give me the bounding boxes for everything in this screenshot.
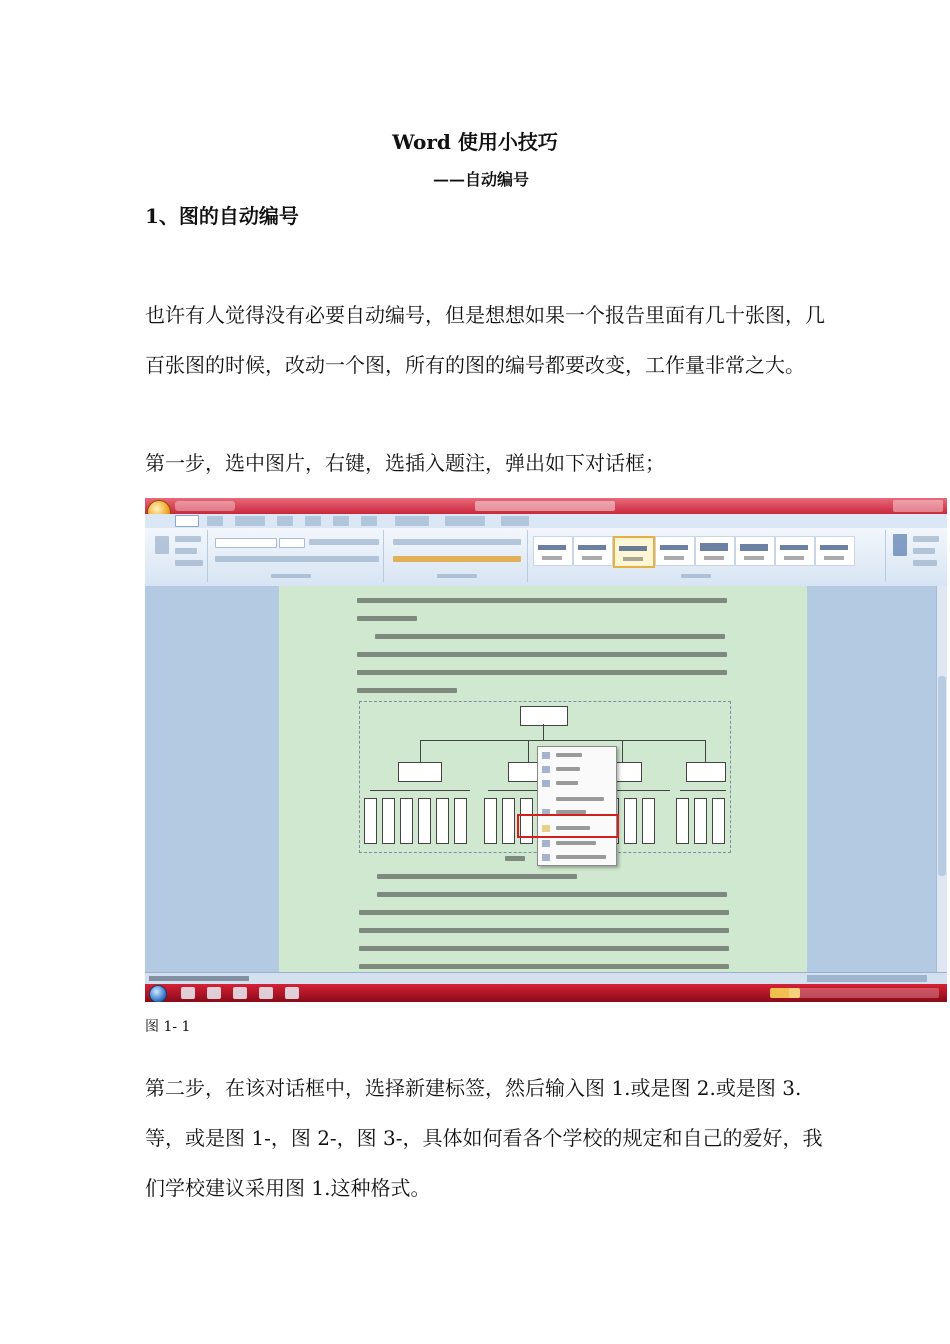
window-controls xyxy=(893,500,943,512)
ribbon-tab xyxy=(277,516,293,526)
taskbar-app-icon xyxy=(181,987,195,999)
system-tray xyxy=(789,988,939,998)
figure-caption: 图 1- 1 xyxy=(145,1019,191,1035)
ribbon-tab xyxy=(207,516,223,526)
taskbar-app-icon xyxy=(259,987,273,999)
ribbon-group-styles xyxy=(531,530,886,582)
ribbon-tab xyxy=(361,516,377,526)
windows-taskbar xyxy=(145,984,947,1002)
quick-access-toolbar xyxy=(175,501,235,511)
taskbar-app-icon xyxy=(285,987,299,999)
paragraph-step-1: 第一步，选中图片，右键，选插入题注，弹出如下对话框； xyxy=(145,451,665,475)
ribbon-tab-active xyxy=(175,515,199,527)
ribbon xyxy=(145,528,947,587)
ribbon-tab xyxy=(395,516,429,526)
document-subtitle: ——自动编号 xyxy=(432,170,529,189)
ribbon-tab xyxy=(235,516,265,526)
ribbon-group-editing xyxy=(889,530,943,582)
taskbar-app-icon xyxy=(207,987,221,999)
ribbon-group-font xyxy=(211,530,384,582)
paragraph-step-2: 第二步，在该对话框中，选择新建标签，然后输入图 1.或是图 2.或是图 3.等，或是图 1-，图 2-，图 3-，具体如何看各个学校的规定和自己的爱好，我们学校建议采用图 1.这种格式。 xyxy=(145,1076,823,1200)
context-menu xyxy=(537,746,617,866)
window-title xyxy=(475,501,615,511)
ribbon-group-clipboard xyxy=(149,530,208,582)
window-titlebar xyxy=(145,498,947,514)
section-heading: 1、图的自动编号 xyxy=(145,204,299,228)
ribbon-tab xyxy=(445,516,485,526)
word-screenshot-figure xyxy=(145,498,947,1002)
ribbon-group-paragraph xyxy=(387,530,528,582)
ribbon-tab xyxy=(333,516,349,526)
taskbar-app-icon xyxy=(233,987,247,999)
start-button-icon xyxy=(149,985,167,1002)
ribbon-tabs xyxy=(145,514,947,528)
document-title: Word 使用小技巧 xyxy=(392,130,558,154)
insert-caption-highlight xyxy=(517,814,619,838)
paragraph-intro: 也许有人觉得没有必要自动编号，但是想想如果一个报告里面有几十张图，几百张图的时候，改动一个图，所有的图的编号都要改变，工作量非常之大。 xyxy=(145,303,825,377)
ribbon-tab xyxy=(305,516,321,526)
ribbon-tab xyxy=(501,516,529,526)
vertical-scrollbar xyxy=(936,586,947,972)
